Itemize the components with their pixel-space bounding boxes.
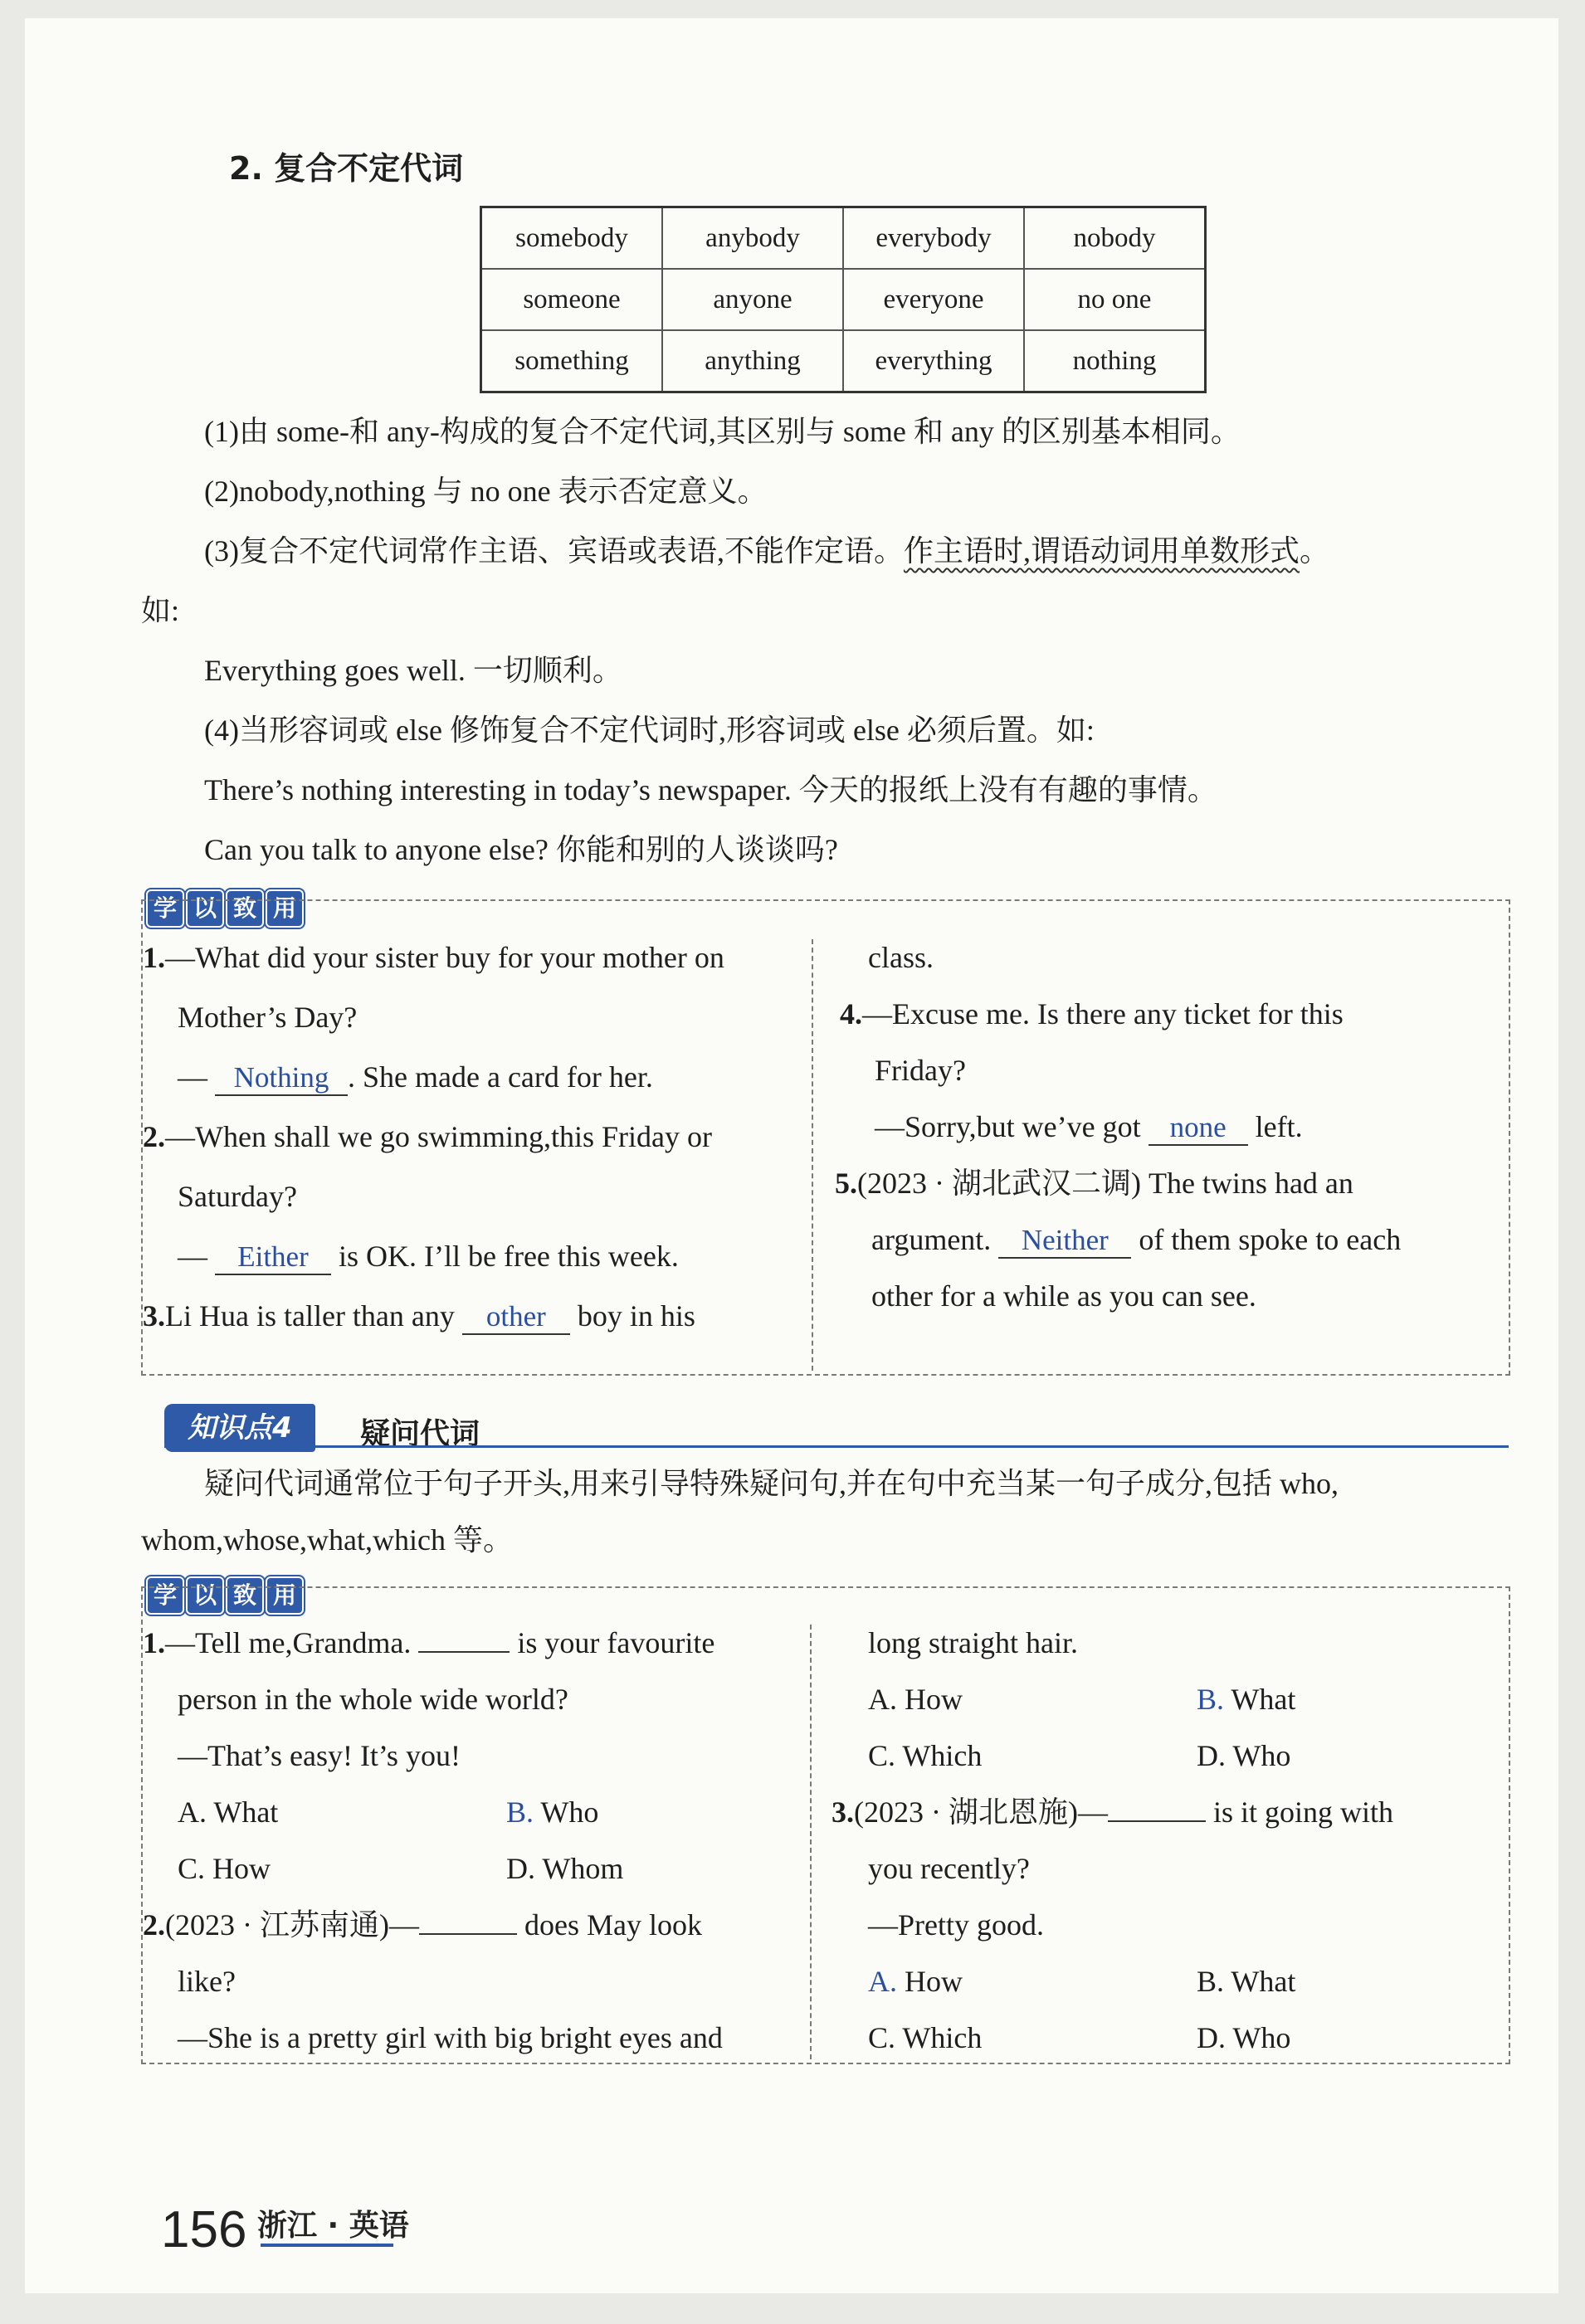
ex1-q2-line1: [143, 1118, 712, 1155]
ex2-q1-option-b-text: Who: [540, 1795, 599, 1829]
ex1-q3-line2: class.: [868, 941, 934, 974]
ex1-q2-num: 2.: [143, 1120, 165, 1153]
ex1-q4-answer-blank[interactable]: none: [1149, 1111, 1248, 1146]
ex2-q2-line3: —She is a pretty girl with big bright eyes and: [178, 2021, 723, 2054]
indefinite-pronoun-table: [480, 206, 1207, 393]
ex1-q4-line3: [875, 1108, 1303, 1146]
note-3-text: (3)复合不定代词常作主语、宾语或表语,不能作定语。: [204, 534, 904, 568]
ex1-q5-line3: other for a while as you can see.: [871, 1279, 1256, 1313]
ex1-q3-answer-blank[interactable]: other: [462, 1300, 570, 1335]
ex2-q1-option-a[interactable]: A. What: [178, 1795, 279, 1829]
ex2-q3-line2: you recently?: [868, 1852, 1030, 1885]
ex2-q1-line1: [143, 1625, 714, 1661]
ex2-q1-option-b-letter: B.: [506, 1795, 534, 1829]
note-3-emphasis: 作主语时,谓语动词用单数形式: [903, 534, 1300, 568]
ex2-q2-line1: [143, 1907, 702, 1943]
section-title: 2. 复合不定代词: [229, 150, 464, 187]
ex1-q1-line2: Mother’s Day?: [178, 1001, 358, 1034]
ex2-q2-pre: (2023 · 江苏南通)—: [165, 1908, 419, 1942]
ex2-q1-line3: —That’s easy! It’s you!: [178, 1739, 461, 1772]
table-cell: everything: [843, 330, 1024, 392]
badge-char: 以: [186, 1576, 224, 1615]
ex1-q5-num: 5.: [835, 1167, 857, 1200]
example-3: Can you talk to anyone else? 你能和别的人谈谈吗?: [204, 833, 838, 866]
table-cell: nobody: [1024, 207, 1206, 270]
ex2-q1-blank[interactable]: [418, 1651, 510, 1653]
example-1: Everything goes well. 一切顺利。: [204, 654, 622, 687]
ex1-q5-answer-blank[interactable]: Neither: [998, 1224, 1131, 1259]
ex2-q1-pre: —Tell me,Grandma.: [165, 1626, 412, 1659]
table-cell: everybody: [843, 207, 1024, 270]
ex1-q1-num: 1.: [143, 941, 165, 974]
ex1-q5-line2: [871, 1221, 1401, 1259]
note-2: (2)nobody,nothing 与 no one 表示否定意义。: [204, 475, 768, 508]
ex2-q2-post: does May look: [524, 1908, 702, 1942]
ex1-q1-line3: [178, 1059, 653, 1096]
ex1-q2-line2: Saturday?: [178, 1180, 297, 1213]
ex1-q5-pre: argument.: [871, 1223, 992, 1256]
badge-char: 用: [266, 1576, 304, 1615]
badge-char: 学: [146, 889, 184, 928]
ex1-q2-dash: —: [178, 1240, 207, 1273]
table-cell: anything: [662, 330, 843, 392]
ex1-q1-dash: —: [178, 1060, 207, 1094]
table-cell: anybody: [662, 207, 843, 270]
badge-char: 用: [266, 889, 304, 928]
note-3-cont: 如:: [141, 594, 180, 627]
ex2-q2-option-a[interactable]: A. How: [868, 1683, 963, 1716]
ex2-q2-blank[interactable]: [419, 1933, 517, 1935]
column-divider: [812, 939, 813, 1371]
example-2: There’s nothing interesting in today’s newspaper. 今天的报纸上没有有趣的事情。: [204, 773, 1217, 806]
ex2-q2-num: 2.: [143, 1908, 165, 1942]
ex1-q4-line2: Friday?: [875, 1054, 966, 1087]
column-divider: [810, 1625, 812, 2059]
ex2-q3-line1: [832, 1794, 1393, 1830]
table-cell: no one: [1024, 269, 1206, 330]
badge-char: 以: [186, 889, 224, 928]
ex2-q1-num: 1.: [143, 1626, 165, 1659]
kp4-paragraph-2: whom,whose,what,which 等。: [141, 1523, 513, 1557]
ex1-q3-post: boy in his: [577, 1299, 695, 1333]
ex2-q2-option-c[interactable]: C. Which: [868, 1739, 983, 1772]
ex1-q5-post: of them spoke to each: [1139, 1223, 1402, 1256]
ex2-q3-option-d[interactable]: D. Who: [1197, 2021, 1291, 2054]
page: [25, 18, 1558, 2293]
note-3-period: 。: [1300, 534, 1330, 568]
ex1-q2-l1: —When shall we go swimming,this Friday or: [165, 1120, 712, 1153]
ex2-q3-post: is it going with: [1212, 1795, 1393, 1829]
badge-char: 致: [226, 889, 264, 928]
footer-label: 浙江 · 英语: [257, 2209, 409, 2243]
ex2-q2-option-b-text: What: [1231, 1683, 1296, 1716]
ex2-q3-option-a[interactable]: [868, 1963, 963, 2000]
ex1-q1-rest: . She made a card for her.: [348, 1060, 653, 1094]
ex2-q1-option-d[interactable]: D. Whom: [506, 1852, 624, 1885]
ex1-q2-line3: [178, 1238, 679, 1275]
table-cell: something: [481, 330, 663, 392]
note-1: (1)由 some-和 any-构成的复合不定代词,其区别与 some 和 any 的区别基本相同。: [204, 415, 1241, 448]
ex2-q3-option-a-letter: A.: [868, 1965, 897, 1998]
ex1-q5-l1: (2023 · 湖北武汉二调) The twins had an: [857, 1167, 1353, 1200]
ex1-q4-l1: —Excuse me. Is there any ticket for this: [862, 997, 1344, 1030]
ex2-q3-pre: (2023 · 湖北恩施)—: [854, 1795, 1108, 1829]
ex2-q3-option-c[interactable]: C. Which: [868, 2021, 983, 2054]
ex2-q1-post: is your favourite: [517, 1626, 715, 1659]
ex2-q3-num: 3.: [832, 1795, 854, 1829]
table-cell: anyone: [662, 269, 843, 330]
knowledge-point-badge: 知识点4: [164, 1404, 315, 1452]
ex2-q2-option-b-letter: B.: [1197, 1683, 1225, 1716]
ex2-q1-line2: person in the whole wide world?: [178, 1683, 568, 1716]
footer-underline: [261, 2244, 393, 2247]
badge-char: 致: [226, 1576, 264, 1615]
ex2-q2-line4: long straight hair.: [868, 1626, 1078, 1659]
table-row: [481, 269, 1206, 330]
page-number: 156: [161, 2201, 247, 2258]
table-cell: nothing: [1024, 330, 1206, 392]
ex1-q4-post: left.: [1255, 1110, 1303, 1143]
note-4: (4)当形容词或 else 修饰复合不定代词时,形容词或 else 必须后置。如:: [204, 714, 1095, 747]
table-cell: everyone: [843, 269, 1024, 330]
ex2-q3-option-b[interactable]: B. What: [1197, 1965, 1296, 1998]
knowledge-point-rule: [164, 1445, 1509, 1448]
ex1-q1-answer-blank[interactable]: Nothing: [215, 1061, 348, 1096]
table-row: [481, 330, 1206, 392]
ex2-q3-line3: —Pretty good.: [868, 1908, 1044, 1942]
ex2-q1-option-c[interactable]: C. How: [178, 1852, 271, 1885]
ex2-q3-option-a-text: How: [905, 1965, 963, 1998]
table-cell: someone: [481, 269, 663, 330]
badge-char: 学: [146, 1576, 184, 1615]
ex1-q1-l1: —What did your sister buy for your mother on: [165, 941, 724, 974]
ex2-q1-option-b[interactable]: [506, 1794, 598, 1830]
ex1-q3-line1: [143, 1298, 695, 1335]
ex1-q3-pre: Li Hua is taller than any: [165, 1299, 455, 1333]
ex1-q2-answer-blank[interactable]: Either: [215, 1240, 331, 1275]
ex2-q2-option-b[interactable]: [1197, 1681, 1295, 1717]
ex2-q2-option-d[interactable]: D. Who: [1197, 1739, 1291, 1772]
ex1-q4-line1: [840, 996, 1344, 1032]
ex1-q4-pre: —Sorry,but we’ve got: [875, 1110, 1141, 1143]
table-row: [481, 207, 1206, 270]
ex1-q3-num: 3.: [143, 1299, 165, 1333]
ex1-q5-line1: [835, 1165, 1353, 1201]
note-3: [204, 533, 1329, 569]
ex2-q3-blank[interactable]: [1108, 1820, 1206, 1822]
knowledge-point-title: 疑问代词: [360, 1417, 480, 1451]
ex1-q2-rest: is OK. I’ll be free this week.: [339, 1240, 679, 1273]
ex1-q1-line1: [143, 939, 724, 976]
kp4-paragraph-1: 疑问代词通常位于句子开头,用来引导特殊疑问句,并在句中充当某一句子成分,包括 who,: [204, 1467, 1339, 1500]
table-cell: somebody: [481, 207, 663, 270]
ex1-q4-num: 4.: [840, 997, 862, 1030]
ex2-q2-line2: like?: [178, 1965, 236, 1998]
